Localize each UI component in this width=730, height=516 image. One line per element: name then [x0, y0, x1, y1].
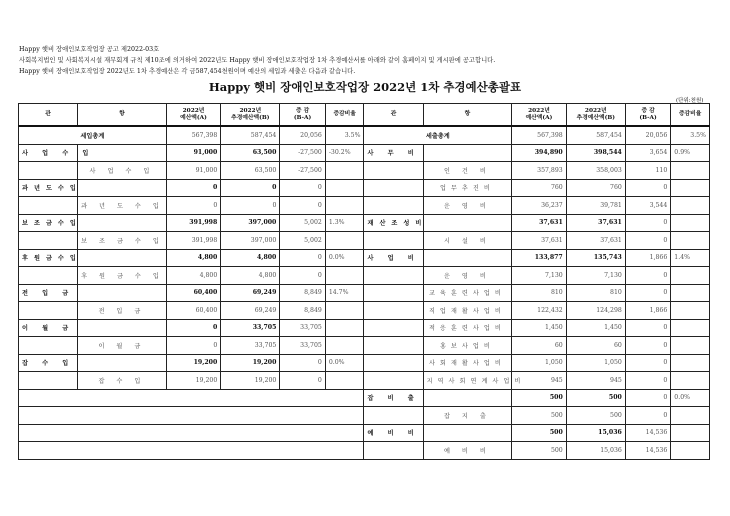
- expense-orig: 500: [512, 424, 567, 442]
- expense-hang-empty: [423, 144, 512, 162]
- expense-rev: 39,781: [566, 197, 625, 215]
- table-row: [19, 214, 710, 232]
- revenue-diff: 5,002: [280, 232, 325, 250]
- expense-orig: 760: [512, 179, 567, 197]
- revenue-rate: [325, 267, 364, 285]
- table-row: [19, 442, 710, 460]
- revenue-rate: 14.7%: [325, 284, 364, 302]
- table-row: [19, 302, 710, 320]
- revenue-rate: 1.3%: [325, 214, 364, 232]
- expense-gwan-empty: [364, 337, 423, 355]
- revenue-hang-empty: [78, 284, 167, 302]
- expense-gwan-empty: [364, 372, 423, 390]
- revenue-hang-label: 사 업 수 입: [78, 162, 167, 180]
- budget-summary-table: [18, 103, 710, 460]
- expense-orig: 1,050: [512, 354, 567, 372]
- expense-orig: 37,631: [512, 232, 567, 250]
- revenue-orig: 0: [166, 319, 221, 337]
- expense-rate: 0.0%: [671, 389, 710, 407]
- revenue-orig: 0: [166, 179, 221, 197]
- revenue-empty-cell: [19, 407, 364, 425]
- revenue-orig: 0: [166, 337, 221, 355]
- expense-hang-label: 예 비 비: [423, 442, 512, 460]
- revenue-empty-cell: [19, 442, 364, 460]
- revenue-orig: 391,998: [166, 232, 221, 250]
- expense-orig: 133,877: [512, 249, 567, 267]
- expense-rev: 500: [566, 389, 625, 407]
- notice-line-2: Happy 햇비 장애인보호작업장 2022년도 1차 추경예산은 각 금587,454천원이며 예산의 세입과 세출은 다음과 같습니다.: [19, 68, 356, 75]
- revenue-hang-label: 보 조 금 수 입: [78, 232, 167, 250]
- expense-diff: 0: [625, 372, 670, 390]
- table-row: [19, 144, 710, 162]
- revenue-hang-label: 잡 수 입: [78, 372, 167, 390]
- revenue-gwan-label: 잡 수 입: [19, 354, 78, 372]
- expense-diff: 0: [625, 389, 670, 407]
- expense-gwan-label: 사 업 비: [364, 249, 423, 267]
- expense-orig: 500: [512, 389, 567, 407]
- table-row: [19, 407, 710, 425]
- table-row: [19, 389, 710, 407]
- expense-rate: [671, 214, 710, 232]
- expense-gwan-empty: [364, 407, 423, 425]
- revenue-rev: 19,200: [221, 372, 280, 390]
- revenue-orig: 4,800: [166, 267, 221, 285]
- revenue-orig: 0: [166, 197, 221, 215]
- expense-orig: 122,432: [512, 302, 567, 320]
- expense-total-diff: 20,056: [625, 126, 670, 144]
- expense-hang-label: 운 영 비: [423, 267, 512, 285]
- expense-rate: [671, 267, 710, 285]
- revenue-rev: 4,800: [221, 249, 280, 267]
- expense-rev: 15,036: [566, 424, 625, 442]
- col-diff-expense: 증 감 (B-A): [625, 104, 670, 127]
- expense-gwan-empty: [364, 267, 423, 285]
- expense-hang-label: 잡 지 출: [423, 407, 512, 425]
- revenue-hang-empty: [78, 179, 167, 197]
- expense-total-rate: 3.5%: [671, 126, 710, 144]
- expense-hang-label: 교육훈련사업비: [423, 284, 512, 302]
- col-orig-revenue: 2022년 예산액(A): [166, 104, 221, 127]
- expense-gwan-label: 잡 비 출: [364, 389, 423, 407]
- revenue-gwan-label: 전 입 금: [19, 284, 78, 302]
- expense-hang-label: 인 건 비: [423, 162, 512, 180]
- expense-rev: 945: [566, 372, 625, 390]
- revenue-gwan-empty: [19, 197, 78, 215]
- expense-rev: 810: [566, 284, 625, 302]
- revenue-hang-label: 과 년 도 수 입: [78, 197, 167, 215]
- table-row: [19, 372, 710, 390]
- revenue-diff: 0: [280, 354, 325, 372]
- expense-orig: 394,890: [512, 144, 567, 162]
- notice-number: Happy 햇비 장애인보호작업장 공고 제2022-03호: [19, 46, 160, 53]
- col-rev-expense: 2022년 추경예산액(B): [566, 104, 625, 127]
- expense-rate: 1.4%: [671, 249, 710, 267]
- revenue-rev: 69,249: [221, 284, 280, 302]
- expense-diff: 1,866: [625, 302, 670, 320]
- expense-hang-label: 지역사회연계사업비: [423, 372, 512, 390]
- expense-rate: [671, 442, 710, 460]
- revenue-orig: 391,998: [166, 214, 221, 232]
- expense-gwan-empty: [364, 197, 423, 215]
- revenue-rev: 4,800: [221, 267, 280, 285]
- expense-hang-label: 직업재활사업비: [423, 302, 512, 320]
- expense-diff: 14,536: [625, 442, 670, 460]
- expense-rev: 135,743: [566, 249, 625, 267]
- expense-gwan-empty: [364, 284, 423, 302]
- expense-hang-label: 시 설 비: [423, 232, 512, 250]
- expense-hang-label: 업무추진비: [423, 179, 512, 197]
- revenue-rev: 397,000: [221, 214, 280, 232]
- col-rev-revenue: 2022년 추경예산액(B): [221, 104, 280, 127]
- expense-orig: 7,130: [512, 267, 567, 285]
- expense-diff: 0: [625, 267, 670, 285]
- expense-gwan-empty: [364, 319, 423, 337]
- expense-diff: 110: [625, 162, 670, 180]
- revenue-rev: 397,000: [221, 232, 280, 250]
- revenue-orig: 60,400: [166, 284, 221, 302]
- revenue-rev: 63,500: [221, 162, 280, 180]
- revenue-rate: [325, 372, 364, 390]
- expense-rev: 1,450: [566, 319, 625, 337]
- expense-total-orig: 567,398: [512, 126, 567, 144]
- expense-gwan-empty: [364, 442, 423, 460]
- revenue-rev: 63,500: [221, 144, 280, 162]
- expense-diff: 0: [625, 284, 670, 302]
- revenue-gwan-label: 후원금수입: [19, 249, 78, 267]
- expense-gwan-empty: [364, 232, 423, 250]
- expense-gwan-label: 사 무 비: [364, 144, 423, 162]
- revenue-orig: 4,800: [166, 249, 221, 267]
- revenue-hang-empty: [78, 354, 167, 372]
- revenue-gwan-label: 이 월 금: [19, 319, 78, 337]
- revenue-orig: 91,000: [166, 162, 221, 180]
- revenue-rev: 19,200: [221, 354, 280, 372]
- expense-diff: 0: [625, 319, 670, 337]
- revenue-empty-cell: [19, 389, 364, 407]
- col-orig-expense: 2022년 예산액(A): [512, 104, 567, 127]
- revenue-rate: -30.2%: [325, 144, 364, 162]
- revenue-gwan-empty: [19, 372, 78, 390]
- revenue-gwan-empty: [19, 302, 78, 320]
- revenue-hang-empty: [78, 214, 167, 232]
- expense-orig: 357,893: [512, 162, 567, 180]
- revenue-hang-label: 이 월 금: [78, 337, 167, 355]
- table-row: [19, 284, 710, 302]
- expense-orig: 60: [512, 337, 567, 355]
- expense-diff: 0: [625, 179, 670, 197]
- expense-rev: 37,631: [566, 232, 625, 250]
- revenue-total-orig: 567,398: [166, 126, 221, 144]
- revenue-orig: 91,000: [166, 144, 221, 162]
- expense-gwan-empty: [364, 162, 423, 180]
- expense-diff: 0: [625, 337, 670, 355]
- expense-rate: [671, 162, 710, 180]
- revenue-diff: 8,849: [280, 284, 325, 302]
- table-row: [19, 354, 710, 372]
- expense-rev: 15,036: [566, 442, 625, 460]
- revenue-diff: 33,705: [280, 337, 325, 355]
- expense-rate: [671, 372, 710, 390]
- col-diff-revenue: 증 감 (B-A): [280, 104, 325, 127]
- revenue-total-rate: 3.5%: [325, 126, 364, 144]
- expense-diff: 3,544: [625, 197, 670, 215]
- revenue-rate: [325, 319, 364, 337]
- col-gwan-revenue: 관: [19, 104, 78, 127]
- revenue-diff: 0: [280, 179, 325, 197]
- revenue-total-rev: 587,454: [221, 126, 280, 144]
- expense-orig: 810: [512, 284, 567, 302]
- expense-rate: [671, 179, 710, 197]
- total-row: [19, 126, 710, 144]
- notice-line-1: 사회복지법인 및 사회복지시설 재무회계 규칙 제10조에 의거하여 2022년도 Happy 햇비 장애인보호작업장 1차 추경예산서를 아래와 같이 홈페이지 및 게시판에 공고합니다.: [19, 57, 496, 64]
- table-row: [19, 179, 710, 197]
- revenue-rate: [325, 197, 364, 215]
- revenue-diff: 0: [280, 267, 325, 285]
- expense-rate: [671, 337, 710, 355]
- expense-orig: 1,450: [512, 319, 567, 337]
- revenue-empty-cell: [19, 424, 364, 442]
- revenue-rate: [325, 179, 364, 197]
- table-row: [19, 267, 710, 285]
- revenue-gwan-empty: [19, 162, 78, 180]
- unit-label: (단위:천원): [676, 98, 704, 104]
- expense-diff: 0: [625, 354, 670, 372]
- revenue-hang-empty: [78, 249, 167, 267]
- expense-rate: [671, 302, 710, 320]
- revenue-diff: 33,705: [280, 319, 325, 337]
- expense-rev: 37,631: [566, 214, 625, 232]
- expense-diff: 3,654: [625, 144, 670, 162]
- expense-hang-label: 사회재활사업비: [423, 354, 512, 372]
- table-row: [19, 162, 710, 180]
- table-row: [19, 337, 710, 355]
- revenue-orig: 60,400: [166, 302, 221, 320]
- revenue-total-label: 세입총계: [19, 126, 167, 144]
- expense-rev: 398,544: [566, 144, 625, 162]
- expense-gwan-empty: [364, 179, 423, 197]
- table-row: [19, 319, 710, 337]
- revenue-gwan-label: 보조금수입: [19, 214, 78, 232]
- expense-rate: [671, 354, 710, 372]
- expense-rate: [671, 319, 710, 337]
- expense-rate: [671, 232, 710, 250]
- expense-hang-label: 운 영 비: [423, 197, 512, 215]
- table-row: [19, 197, 710, 215]
- revenue-rate: 0.0%: [325, 354, 364, 372]
- expense-gwan-empty: [364, 302, 423, 320]
- revenue-rate: [325, 232, 364, 250]
- col-gwan-expense: 관: [364, 104, 423, 127]
- revenue-gwan-empty: [19, 232, 78, 250]
- expense-hang-empty: [423, 214, 512, 232]
- expense-diff: 0: [625, 407, 670, 425]
- expense-diff: 0: [625, 232, 670, 250]
- expense-hang-empty: [423, 389, 512, 407]
- revenue-hang-label: 전 입 금: [78, 302, 167, 320]
- col-hang-revenue: 항: [78, 104, 167, 127]
- revenue-diff: 5,002: [280, 214, 325, 232]
- revenue-total-diff: 20,056: [280, 126, 325, 144]
- revenue-diff: -27,500: [280, 144, 325, 162]
- col-rate-revenue: 증감비율: [325, 104, 364, 127]
- expense-orig: 945: [512, 372, 567, 390]
- revenue-rate: [325, 337, 364, 355]
- expense-rev: 7,130: [566, 267, 625, 285]
- revenue-rev: 33,705: [221, 319, 280, 337]
- expense-rev: 1,050: [566, 354, 625, 372]
- revenue-diff: 8,849: [280, 302, 325, 320]
- revenue-gwan-empty: [19, 337, 78, 355]
- expense-total-rev: 587,454: [566, 126, 625, 144]
- expense-rate: [671, 284, 710, 302]
- revenue-gwan-empty: [19, 267, 78, 285]
- revenue-hang-label: 후 원 금 수 입: [78, 267, 167, 285]
- expense-orig: 36,237: [512, 197, 567, 215]
- expense-rev: 500: [566, 407, 625, 425]
- revenue-diff: 0: [280, 372, 325, 390]
- revenue-gwan-label: 사 업 수 입: [19, 144, 78, 162]
- revenue-rev: 0: [221, 179, 280, 197]
- expense-rate: [671, 407, 710, 425]
- revenue-rate: [325, 162, 364, 180]
- page-title: Happy 햇비 장애인보호작업장 2022년 1차 추경예산총괄표: [208, 80, 522, 94]
- revenue-rate: 0.0%: [325, 249, 364, 267]
- expense-rev: 760: [566, 179, 625, 197]
- revenue-orig: 19,200: [166, 372, 221, 390]
- expense-gwan-empty: [364, 354, 423, 372]
- revenue-rev: 33,705: [221, 337, 280, 355]
- expense-rate: [671, 197, 710, 215]
- revenue-diff: 0: [280, 197, 325, 215]
- expense-hang-empty: [423, 249, 512, 267]
- revenue-diff: -27,500: [280, 162, 325, 180]
- table-row: [19, 232, 710, 250]
- table-row: [19, 249, 710, 267]
- revenue-orig: 19,200: [166, 354, 221, 372]
- expense-diff: 0: [625, 214, 670, 232]
- table-row: [19, 424, 710, 442]
- expense-rev: 358,003: [566, 162, 625, 180]
- expense-diff: 1,866: [625, 249, 670, 267]
- expense-diff: 14,536: [625, 424, 670, 442]
- expense-gwan-label: 재산조성비: [364, 214, 423, 232]
- expense-orig: 500: [512, 407, 567, 425]
- revenue-rev: 0: [221, 197, 280, 215]
- expense-hang-empty: [423, 424, 512, 442]
- revenue-gwan-label: 과년도수입: [19, 179, 78, 197]
- revenue-rev: 69,249: [221, 302, 280, 320]
- expense-orig: 37,631: [512, 214, 567, 232]
- expense-hang-label: 홍보사업비: [423, 337, 512, 355]
- expense-orig: 500: [512, 442, 567, 460]
- expense-gwan-label: 예 비 비: [364, 424, 423, 442]
- expense-hang-label: 적응훈련사업비: [423, 319, 512, 337]
- revenue-diff: 0: [280, 249, 325, 267]
- expense-total-label: 세출총계: [364, 126, 512, 144]
- table-header-row: [19, 104, 710, 127]
- col-rate-expense: 증감비율: [671, 104, 710, 127]
- revenue-hang-empty: [78, 319, 167, 337]
- expense-rate: 0.9%: [671, 144, 710, 162]
- revenue-rate: [325, 302, 364, 320]
- expense-rev: 60: [566, 337, 625, 355]
- expense-rev: 124,298: [566, 302, 625, 320]
- expense-rate: [671, 424, 710, 442]
- col-hang-expense: 항: [423, 104, 512, 127]
